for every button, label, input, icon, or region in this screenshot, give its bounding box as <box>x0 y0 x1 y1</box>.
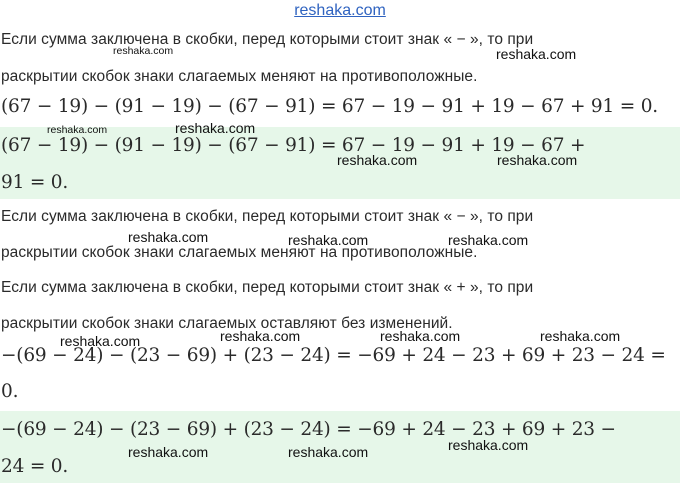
rule-minus-line1: Если сумма заключена в скобки, перед которыми стоит знак « − », то при <box>1 31 534 48</box>
equation-2-line1: −(69 − 24) − (23 − 69) + (23 − 24) = −69 + 24 − 23 + 69 + 23 − 24 = <box>1 345 666 366</box>
watermark: reshaka.com <box>337 152 418 168</box>
rule-minus2-line1: Если сумма заключена в скобки, перед которыми стоит знак « − », то при <box>1 208 534 225</box>
answer-2-line2: 24 = 0. <box>1 456 69 477</box>
rule-plus-line2: раскрытии скобок знаки слагаемых оставляют без изменений. <box>1 315 453 332</box>
watermark: reshaka.com <box>128 444 209 460</box>
equation-1: (67 − 19) − (91 − 19) − (67 − 91) = 67 − 19 − 91 + 19 − 67 + 91 = 0. <box>1 96 658 117</box>
watermark: reshaka.com <box>220 328 301 344</box>
watermark: reshaka.com <box>497 152 578 168</box>
watermark: reshaka.com <box>540 328 621 344</box>
watermark: reshaka.com <box>380 328 461 344</box>
rule-minus2-line2: раскрытии скобок знаки слагаемых меняют на противоположные. <box>1 244 478 261</box>
answer-1-line2: 91 = 0. <box>1 172 69 193</box>
rule-plus-line1: Если сумма заключена в скобки, перед которыми стоит знак « + », то при <box>1 279 534 296</box>
answer-2-line1: −(69 − 24) − (23 − 69) + (23 − 24) = −69 + 24 − 23 + 69 + 23 − <box>1 419 616 440</box>
watermark: reshaka.com <box>60 333 141 349</box>
watermark: reshaka.com <box>288 444 369 460</box>
watermark: reshaka.com <box>288 232 369 248</box>
watermark: reshaka.com <box>448 437 529 453</box>
answer-1-line1: (67 − 19) − (91 − 19) − (67 − 91) = 67 − 19 − 91 + 19 − 67 + <box>1 135 586 156</box>
watermark: reshaka.com <box>128 229 209 245</box>
watermark: reshaka.com <box>113 45 174 57</box>
site-title-link[interactable]: reshaka.com <box>294 2 386 19</box>
equation-2-line2: 0. <box>1 381 19 402</box>
watermark: reshaka.com <box>175 120 256 136</box>
watermark: reshaka.com <box>448 232 529 248</box>
watermark: reshaka.com <box>496 46 577 62</box>
watermark: reshaka.com <box>47 124 108 136</box>
rule-minus-line2: раскрытии скобок знаки слагаемых меняют на противоположные. <box>1 68 478 85</box>
